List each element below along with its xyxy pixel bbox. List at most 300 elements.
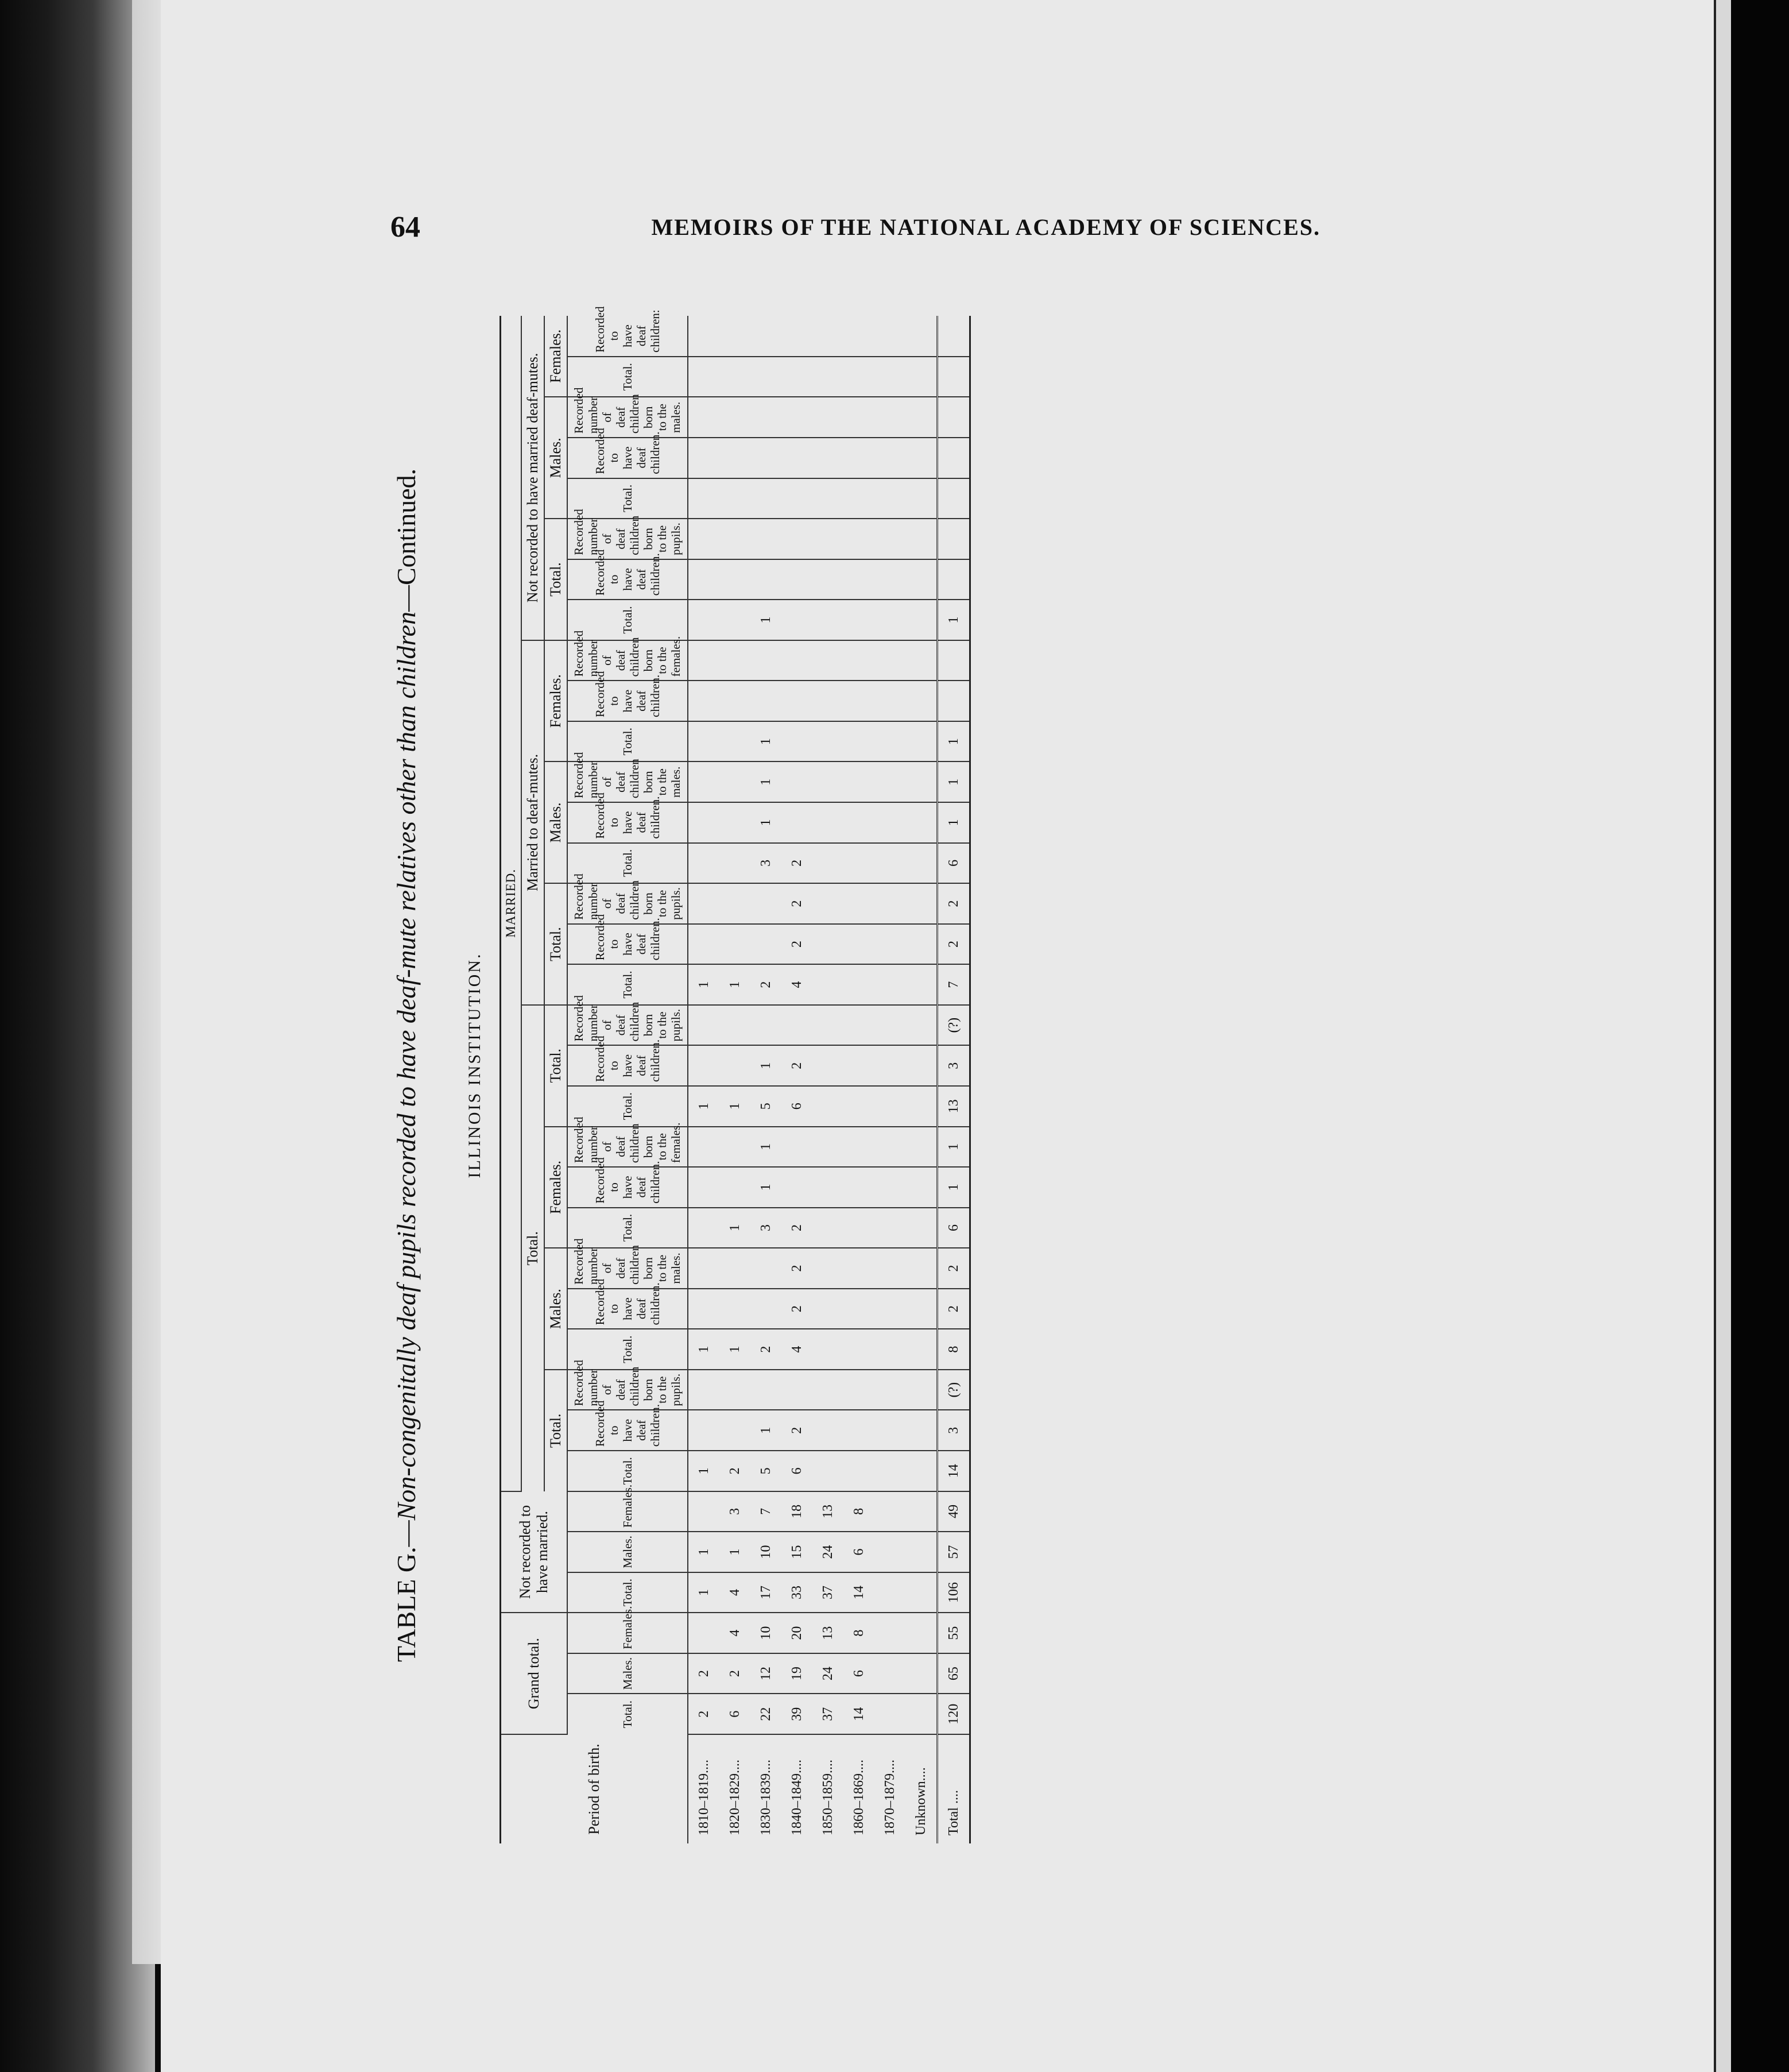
value-cell bbox=[905, 1045, 938, 1086]
value-cell: 13 bbox=[812, 1613, 843, 1653]
value-cell bbox=[843, 883, 874, 924]
table-wrapper bbox=[499, 306, 971, 1843]
header-leaf-rec-children: Recorded to have deaf children. bbox=[567, 802, 688, 843]
value-cell: 3 bbox=[719, 1491, 750, 1532]
value-cell bbox=[688, 397, 719, 438]
header-leaf-total: Total. bbox=[567, 1329, 688, 1370]
value-cell: 12 bbox=[750, 1653, 781, 1694]
value-cell bbox=[812, 1410, 843, 1451]
page-number: 64 bbox=[390, 210, 420, 243]
value-cell bbox=[905, 1410, 938, 1451]
value-cell: 1 bbox=[938, 1127, 970, 1168]
value-cell: 6 bbox=[781, 1086, 812, 1127]
value-cell bbox=[843, 721, 874, 762]
header-leaf-total: Total. bbox=[567, 1451, 688, 1491]
value-cell: 2 bbox=[938, 1289, 970, 1329]
value-cell: 5 bbox=[750, 1451, 781, 1491]
value-cell bbox=[688, 924, 719, 965]
value-cell bbox=[905, 1127, 938, 1168]
value-cell: 1 bbox=[688, 1086, 719, 1127]
value-cell bbox=[688, 600, 719, 640]
header-leaf-rec-children: Recorded to have deaf children. bbox=[567, 559, 688, 600]
header-leaf-total: Total. bbox=[567, 843, 688, 884]
value-cell: 2 bbox=[750, 964, 781, 1005]
value-cell bbox=[688, 1127, 719, 1168]
table-row bbox=[688, 316, 719, 1843]
value-cell bbox=[843, 316, 874, 357]
value-cell bbox=[905, 1289, 938, 1329]
value-cell: 3 bbox=[938, 1045, 970, 1086]
value-cell bbox=[688, 438, 719, 478]
value-cell bbox=[719, 843, 750, 884]
value-cell bbox=[812, 802, 843, 843]
header-leaf-num-pupils: Recorded number of deaf children born to the pupils. bbox=[567, 1370, 688, 1410]
value-cell: 55 bbox=[938, 1613, 970, 1653]
value-cell: 20 bbox=[781, 1613, 812, 1653]
value-cell bbox=[874, 1370, 905, 1410]
header-leaf-total: Total. bbox=[567, 478, 688, 519]
value-cell: 2 bbox=[781, 924, 812, 965]
table-row bbox=[812, 316, 843, 1843]
header-group-females: Females. bbox=[544, 316, 567, 397]
header-group-males: Males. bbox=[544, 762, 567, 884]
value-cell bbox=[719, 1045, 750, 1086]
value-cell bbox=[874, 924, 905, 965]
value-cell: 1 bbox=[688, 1532, 719, 1572]
table-row bbox=[781, 316, 812, 1843]
value-cell: 2 bbox=[781, 1248, 812, 1289]
value-cell: 1 bbox=[719, 964, 750, 1005]
value-cell bbox=[781, 1370, 812, 1410]
value-cell bbox=[750, 1370, 781, 1410]
value-cell bbox=[781, 1005, 812, 1046]
value-cell bbox=[843, 397, 874, 438]
header-group-males: Males. bbox=[544, 1248, 567, 1370]
value-cell: 37 bbox=[812, 1572, 843, 1613]
value-cell bbox=[905, 478, 938, 519]
value-cell: 120 bbox=[938, 1694, 970, 1734]
table-title-tail: —Continued. bbox=[392, 468, 421, 612]
value-cell: 1 bbox=[750, 802, 781, 843]
value-cell bbox=[843, 1329, 874, 1370]
header-leaf-rec-children: Recorded to have deaf children. bbox=[567, 438, 688, 478]
value-cell: 2 bbox=[781, 1208, 812, 1248]
value-cell bbox=[719, 397, 750, 438]
value-cell bbox=[688, 478, 719, 519]
header-leaf-total: Total. bbox=[567, 1208, 688, 1248]
value-cell: 8 bbox=[843, 1613, 874, 1653]
value-cell bbox=[874, 1613, 905, 1653]
value-cell bbox=[843, 1370, 874, 1410]
value-cell bbox=[719, 762, 750, 803]
header-leaf-females: Females. bbox=[567, 1491, 688, 1532]
value-cell bbox=[812, 964, 843, 1005]
value-cell: 2 bbox=[781, 1410, 812, 1451]
value-cell: 22 bbox=[750, 1694, 781, 1734]
header-married: MARRIED. bbox=[501, 316, 522, 1491]
header-leaf-females: Females. bbox=[567, 1613, 688, 1653]
value-cell bbox=[719, 640, 750, 681]
value-cell bbox=[874, 600, 905, 640]
header-leaf-num-males: Recorded number of deaf children born to the males. bbox=[567, 397, 688, 438]
institution-name: ILLINOIS INSTITUTION. bbox=[465, 952, 484, 1178]
value-cell bbox=[812, 357, 843, 397]
header-leaf-total: Total. bbox=[567, 1694, 688, 1734]
value-cell bbox=[750, 640, 781, 681]
value-cell bbox=[843, 1289, 874, 1329]
value-cell bbox=[781, 559, 812, 600]
table-row bbox=[719, 316, 750, 1843]
value-cell bbox=[874, 519, 905, 559]
table-title-lead: TABLE G.— bbox=[392, 1520, 421, 1663]
value-cell bbox=[905, 357, 938, 397]
value-cell: 24 bbox=[812, 1653, 843, 1694]
value-cell bbox=[688, 681, 719, 721]
value-cell: 4 bbox=[781, 1329, 812, 1370]
value-cell bbox=[874, 762, 905, 803]
header-leaf-total: Total. bbox=[567, 1086, 688, 1127]
value-cell: 37 bbox=[812, 1694, 843, 1734]
value-cell bbox=[688, 519, 719, 559]
value-cell bbox=[874, 1410, 905, 1451]
value-cell bbox=[719, 681, 750, 721]
value-cell bbox=[905, 600, 938, 640]
period-cell: 1830–1839.... bbox=[758, 1760, 773, 1835]
value-cell: 6 bbox=[843, 1532, 874, 1572]
value-cell: 106 bbox=[938, 1572, 970, 1613]
value-cell bbox=[750, 357, 781, 397]
value-cell bbox=[874, 438, 905, 478]
value-cell: 3 bbox=[750, 1208, 781, 1248]
value-cell bbox=[781, 316, 812, 357]
value-cell bbox=[812, 640, 843, 681]
value-cell: 14 bbox=[938, 1451, 970, 1491]
value-cell bbox=[688, 1370, 719, 1410]
value-cell bbox=[938, 519, 970, 559]
value-cell bbox=[781, 519, 812, 559]
value-cell bbox=[905, 1005, 938, 1046]
value-cell bbox=[874, 316, 905, 357]
value-cell bbox=[719, 357, 750, 397]
running-head: MEMOIRS OF THE NATIONAL ACADEMY OF SCIENCES. bbox=[651, 214, 1321, 240]
value-cell bbox=[843, 762, 874, 803]
header-leaf-rec-children: Recorded to have deaf children. bbox=[567, 924, 688, 965]
header-leaf-rec-children: Recorded to have deaf children. bbox=[567, 1045, 688, 1086]
value-cell bbox=[905, 924, 938, 965]
value-cell bbox=[812, 1005, 843, 1046]
value-cell: 2 bbox=[688, 1653, 719, 1694]
value-cell bbox=[719, 316, 750, 357]
value-cell: 17 bbox=[750, 1572, 781, 1613]
value-cell bbox=[905, 397, 938, 438]
value-cell bbox=[874, 721, 905, 762]
value-cell bbox=[905, 640, 938, 681]
value-cell bbox=[781, 762, 812, 803]
value-cell bbox=[843, 559, 874, 600]
value-cell: 1 bbox=[938, 762, 970, 803]
value-cell bbox=[688, 1005, 719, 1046]
value-cell bbox=[874, 964, 905, 1005]
value-cell bbox=[938, 681, 970, 721]
value-cell: 1 bbox=[719, 1329, 750, 1370]
value-cell bbox=[812, 559, 843, 600]
value-cell bbox=[719, 559, 750, 600]
value-cell bbox=[874, 357, 905, 397]
header-married-not-recorded: Not recorded to have married deaf-mutes. bbox=[521, 316, 544, 640]
value-cell bbox=[719, 883, 750, 924]
value-cell bbox=[688, 1410, 719, 1451]
value-cell bbox=[874, 478, 905, 519]
value-cell: 10 bbox=[750, 1613, 781, 1653]
value-cell bbox=[905, 438, 938, 478]
header-group-males: Males. bbox=[544, 397, 567, 519]
header-leaf-males: Males. bbox=[567, 1653, 688, 1694]
value-cell bbox=[750, 681, 781, 721]
value-cell bbox=[843, 1086, 874, 1127]
value-cell bbox=[905, 802, 938, 843]
value-cell: 2 bbox=[781, 843, 812, 884]
header-married-total: Total. bbox=[521, 1005, 544, 1491]
value-cell bbox=[719, 600, 750, 640]
value-cell bbox=[905, 843, 938, 884]
value-cell: 1 bbox=[750, 1410, 781, 1451]
value-cell bbox=[781, 1167, 812, 1208]
value-cell bbox=[905, 1451, 938, 1491]
value-cell: 14 bbox=[843, 1694, 874, 1734]
period-cell: Unknown.... bbox=[913, 1767, 928, 1835]
value-cell bbox=[938, 316, 970, 357]
header-leaf-total: Total. bbox=[567, 1572, 688, 1613]
value-cell bbox=[719, 1248, 750, 1289]
value-cell: 33 bbox=[781, 1572, 812, 1613]
value-cell bbox=[874, 1289, 905, 1329]
value-cell bbox=[688, 316, 719, 357]
value-cell bbox=[874, 883, 905, 924]
value-cell: 1 bbox=[938, 600, 970, 640]
header-leaf-num-females: Recorded number of deaf children born to the females. bbox=[567, 640, 688, 681]
value-cell: 4 bbox=[781, 964, 812, 1005]
value-cell bbox=[843, 1248, 874, 1289]
value-cell bbox=[874, 1451, 905, 1491]
header-period: Period of birth. bbox=[501, 1734, 688, 1843]
value-cell bbox=[938, 397, 970, 438]
value-cell: (?) bbox=[938, 1005, 970, 1046]
value-cell bbox=[688, 762, 719, 803]
page-header bbox=[390, 204, 1321, 250]
value-cell bbox=[688, 1167, 719, 1208]
value-cell bbox=[905, 1208, 938, 1248]
value-cell bbox=[874, 1329, 905, 1370]
value-cell: 18 bbox=[781, 1491, 812, 1532]
value-cell bbox=[874, 1248, 905, 1289]
value-cell bbox=[843, 924, 874, 965]
header-leaf-total: Total. bbox=[567, 964, 688, 1005]
value-cell bbox=[750, 397, 781, 438]
value-cell bbox=[905, 1167, 938, 1208]
header-leaf-total: Total. bbox=[567, 721, 688, 762]
value-cell bbox=[781, 357, 812, 397]
value-cell: 6 bbox=[781, 1451, 812, 1491]
value-cell bbox=[688, 640, 719, 681]
value-cell bbox=[781, 397, 812, 438]
value-cell bbox=[781, 1127, 812, 1168]
value-cell: 8 bbox=[843, 1491, 874, 1532]
value-cell bbox=[843, 519, 874, 559]
value-cell: 8 bbox=[938, 1329, 970, 1370]
value-cell bbox=[750, 559, 781, 600]
value-cell: 5 bbox=[750, 1086, 781, 1127]
header-group-total: Total. bbox=[544, 883, 567, 1005]
value-cell: 1 bbox=[688, 1451, 719, 1491]
value-cell bbox=[874, 640, 905, 681]
value-cell: 1 bbox=[688, 1572, 719, 1613]
value-cell bbox=[812, 1208, 843, 1248]
value-cell bbox=[874, 1167, 905, 1208]
header-grand-total: Grand total. bbox=[501, 1613, 568, 1734]
value-cell: 10 bbox=[750, 1532, 781, 1572]
value-cell bbox=[750, 478, 781, 519]
header-group-females: Females. bbox=[544, 640, 567, 762]
value-cell bbox=[905, 1329, 938, 1370]
value-cell bbox=[843, 802, 874, 843]
value-cell bbox=[812, 1045, 843, 1086]
value-cell bbox=[812, 1451, 843, 1491]
value-cell bbox=[688, 883, 719, 924]
value-cell bbox=[905, 883, 938, 924]
value-cell bbox=[905, 1248, 938, 1289]
value-cell bbox=[843, 1410, 874, 1451]
value-cell bbox=[843, 600, 874, 640]
value-cell bbox=[750, 883, 781, 924]
value-cell: 1 bbox=[719, 1208, 750, 1248]
value-cell bbox=[688, 1491, 719, 1532]
value-cell bbox=[812, 1086, 843, 1127]
value-cell bbox=[905, 1694, 938, 1734]
value-cell bbox=[874, 1491, 905, 1532]
value-cell: 1 bbox=[938, 802, 970, 843]
value-cell bbox=[812, 397, 843, 438]
value-cell: 1 bbox=[688, 1329, 719, 1370]
value-cell bbox=[688, 1613, 719, 1653]
value-cell bbox=[750, 316, 781, 357]
value-cell: 2 bbox=[750, 1329, 781, 1370]
value-cell bbox=[719, 519, 750, 559]
value-cell bbox=[938, 559, 970, 600]
value-cell bbox=[843, 1045, 874, 1086]
value-cell bbox=[719, 438, 750, 478]
value-cell bbox=[874, 1694, 905, 1734]
value-cell: 2 bbox=[938, 883, 970, 924]
value-cell bbox=[812, 762, 843, 803]
value-cell bbox=[843, 1208, 874, 1248]
value-cell: 3 bbox=[938, 1410, 970, 1451]
header-leaf-rec-children: Recorded to have deaf children. bbox=[567, 1167, 688, 1208]
table-title bbox=[390, 276, 422, 1855]
value-cell bbox=[781, 802, 812, 843]
value-cell bbox=[750, 924, 781, 965]
value-cell: 1 bbox=[750, 762, 781, 803]
value-cell bbox=[874, 1127, 905, 1168]
value-cell bbox=[719, 1289, 750, 1329]
value-cell bbox=[781, 721, 812, 762]
value-cell bbox=[843, 1451, 874, 1491]
value-cell bbox=[938, 478, 970, 519]
value-cell: 1 bbox=[719, 1532, 750, 1572]
value-cell bbox=[812, 438, 843, 478]
value-cell bbox=[874, 681, 905, 721]
value-cell: 49 bbox=[938, 1491, 970, 1532]
value-cell: 2 bbox=[781, 1289, 812, 1329]
value-cell bbox=[812, 478, 843, 519]
value-cell: (?) bbox=[938, 1370, 970, 1410]
header-leaf-rec-children: Recorded to have deaf children. bbox=[567, 681, 688, 721]
value-cell: 4 bbox=[719, 1572, 750, 1613]
value-cell bbox=[812, 883, 843, 924]
header-group-females: Females. bbox=[544, 1127, 567, 1248]
value-cell bbox=[688, 843, 719, 884]
period-cell: 1860–1869.... bbox=[851, 1760, 866, 1835]
value-cell: 1 bbox=[719, 1086, 750, 1127]
value-cell bbox=[781, 438, 812, 478]
value-cell bbox=[905, 1653, 938, 1694]
value-cell: 7 bbox=[938, 964, 970, 1005]
value-cell: 7 bbox=[750, 1491, 781, 1532]
value-cell bbox=[750, 519, 781, 559]
period-cell: 1850–1859.... bbox=[820, 1760, 835, 1835]
table-total-row bbox=[938, 316, 970, 1843]
page-right-edge bbox=[1714, 0, 1733, 2072]
scan-background bbox=[1731, 0, 1789, 2072]
value-cell bbox=[688, 559, 719, 600]
value-cell bbox=[719, 1410, 750, 1451]
value-cell bbox=[719, 478, 750, 519]
value-cell: 1 bbox=[750, 1127, 781, 1168]
header-leaf-num-males: Recorded number of deaf children born to the males. bbox=[567, 1248, 688, 1289]
value-cell bbox=[812, 1167, 843, 1208]
value-cell bbox=[781, 681, 812, 721]
value-cell bbox=[719, 721, 750, 762]
value-cell: 6 bbox=[938, 1208, 970, 1248]
value-cell: 4 bbox=[719, 1613, 750, 1653]
period-cell: 1840–1849.... bbox=[789, 1760, 804, 1835]
value-cell bbox=[843, 843, 874, 884]
value-cell bbox=[843, 1167, 874, 1208]
table-row bbox=[843, 316, 874, 1843]
value-cell bbox=[874, 1086, 905, 1127]
value-cell bbox=[938, 640, 970, 681]
value-cell bbox=[874, 802, 905, 843]
value-cell: 15 bbox=[781, 1532, 812, 1572]
value-cell bbox=[688, 802, 719, 843]
value-cell bbox=[688, 1045, 719, 1086]
table-title-italic: Non-congenitally deaf pupils recorded to have deaf-mute relatives other than children bbox=[392, 612, 421, 1521]
value-cell: 14 bbox=[843, 1572, 874, 1613]
value-cell bbox=[874, 1572, 905, 1613]
value-cell bbox=[874, 1653, 905, 1694]
value-cell: 2 bbox=[938, 924, 970, 965]
value-cell bbox=[905, 559, 938, 600]
table-row bbox=[750, 316, 781, 1843]
period-cell: Total .... bbox=[938, 1734, 970, 1843]
value-cell bbox=[843, 640, 874, 681]
value-cell bbox=[812, 1127, 843, 1168]
value-cell: 13 bbox=[938, 1086, 970, 1127]
value-cell: 2 bbox=[688, 1694, 719, 1734]
value-cell bbox=[905, 519, 938, 559]
value-cell: 2 bbox=[938, 1248, 970, 1289]
value-cell bbox=[843, 1005, 874, 1046]
value-cell bbox=[812, 1329, 843, 1370]
